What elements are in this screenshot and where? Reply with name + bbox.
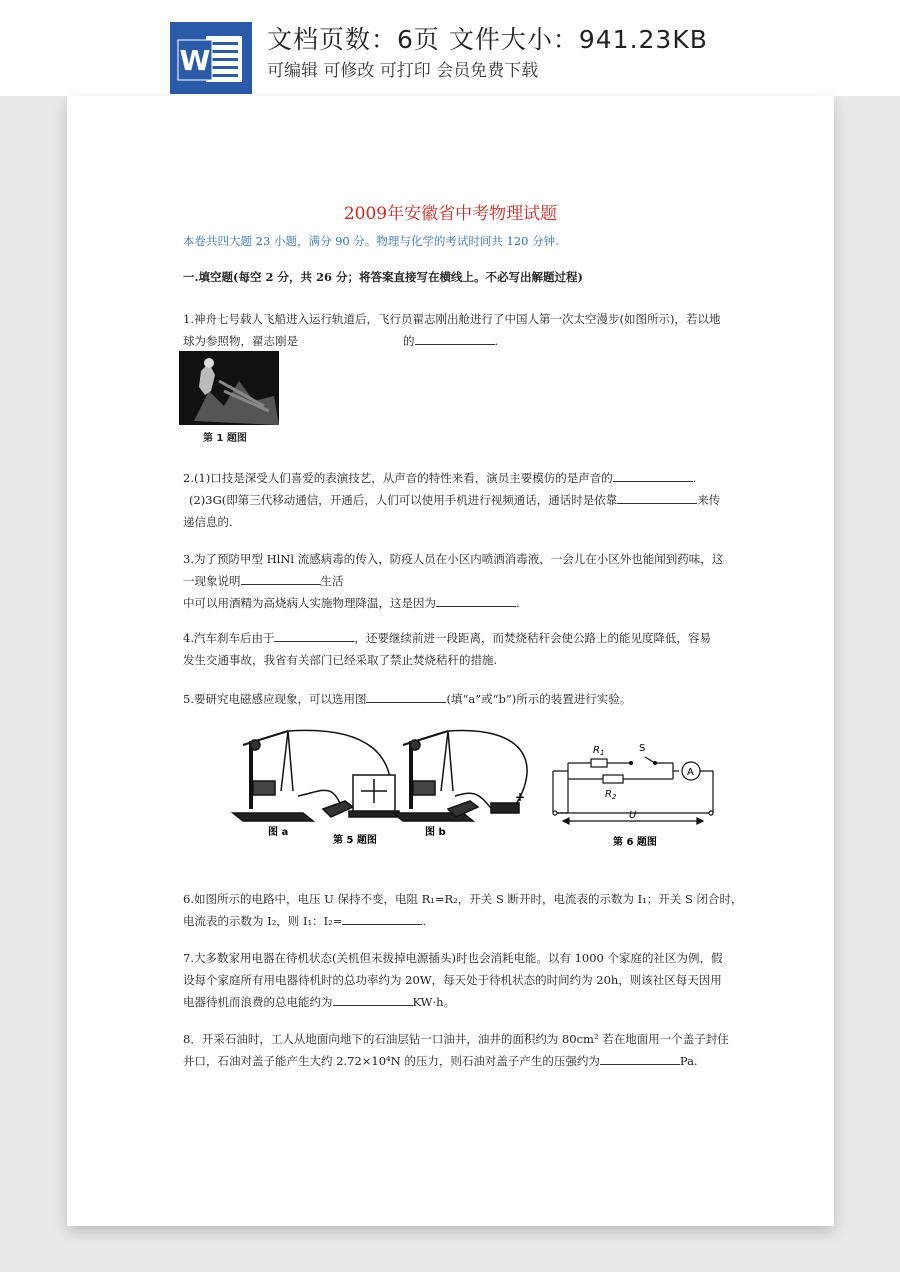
r1-label: $R_1$ — [593, 745, 605, 757]
q6-line2: 电流表的示数为 I₂，则 I₁：I₂= . — [183, 910, 783, 932]
question-4 — [183, 627, 783, 671]
q5-line1: 5.要研究电磁感应现象，可以选用图 (填“a”或“b”)所示的装置进行实验。 — [183, 688, 783, 710]
q7-answer-blank — [333, 991, 413, 1006]
exam-intro: 本卷共四大题 23 小题，满分 90 分。物理与化学的考试时间共 120 分钟. — [183, 234, 559, 248]
doc-info-title: 文档页数：6页 文件大小：941.23KB — [267, 25, 708, 54]
q6-line1: 6.如图所示的电路中，电压 U 保持不变，电阻 R₁=R₂，开关 S 断开时，电流表的示数为 I₁；开关 S 闭合时， — [183, 892, 743, 906]
question-2 — [183, 467, 783, 533]
section-heading: 一.填空题(每空 2 分，共 26 分；将答案直接写在横线上。不必写出解题过程) — [183, 270, 583, 284]
apparatus-figure-b — [393, 731, 527, 821]
q7-line1: 7.大多数家用电器在待机状态(关机但未拔掉电源插头)时也会消耗电能。以有 1000 个家庭的社区为例，假 — [183, 951, 723, 965]
q2-answer-blank-1 — [613, 467, 693, 482]
q8-line1: 8．开采石油时，工人从地面向地下的石油层钻一口油井，油井的面积约为 80cm² 若在地面用一个盖子封住 — [183, 1032, 729, 1046]
switch-label: S — [639, 743, 646, 754]
q4-line1: 4.汽车刹车后由于 ，还要继续前进一段距离，而焚烧秸秆会使公路上的能见度降低，容易 — [183, 627, 783, 649]
voltage-label: U — [629, 810, 637, 821]
q3-line1: 3.为了预防甲型 HlNl 流感病毒的传入，防疫人员在小区内喷洒消毒液，一会儿在小区外也能闻到药味，这 — [183, 552, 724, 566]
q2-answer-blank-2 — [617, 489, 697, 504]
question-3 — [183, 548, 783, 614]
q8-answer-blank — [600, 1050, 680, 1065]
q4-line2: 发生交通事故，我省有关部门已经采取了禁止焚烧秸秆的措施. — [183, 653, 498, 667]
q3-answer-blank-2 — [436, 592, 516, 607]
q8-line2: 井口，石油对盖子能产生大约 2.72×10⁴N 的压力，则石油对盖子产生的压强约为 Pa. — [183, 1050, 783, 1072]
apparatus-figure-a — [233, 730, 399, 821]
q6-figure-caption: 第 6 题图 — [613, 837, 657, 848]
q2-line2: (2)3G(即第三代移动通信，开通后，人们可以使用手机进行视频通话，通话时是依靠 来传 — [183, 489, 783, 511]
doc-info-subtitle: 可编辑 可修改 可打印 会员免费下载 — [267, 61, 539, 81]
q1-answer-blank — [415, 330, 495, 345]
q7-line3: 电器待机而浪费的总电能约为 KW·h。 — [183, 991, 783, 1013]
svg-text:W: W — [179, 44, 211, 77]
q5-answer-blank — [366, 688, 446, 703]
exam-title: 2009年安徽省中考物理试题 — [343, 204, 558, 224]
download-banner — [0, 0, 900, 96]
battery-plus-label: + — [515, 790, 526, 804]
question-5 — [183, 688, 783, 710]
question-1 — [183, 308, 783, 352]
question-8 — [183, 1028, 783, 1072]
ammeter-label: A — [687, 767, 694, 778]
q2-line3: 递信息的. — [183, 515, 233, 529]
q1-figure-caption: 第 1 题图 — [203, 433, 247, 444]
q7-line2: 设每个家庭所有用电器待机时的总功率约为 20W，每天处于待机状态的时间约为 20h，则该社区每天因用 — [183, 973, 722, 987]
figure-b-label: 图 b — [425, 827, 446, 838]
question-7 — [183, 947, 783, 1013]
q3-line3: 中可以用酒精为高烧病人实施物理降温，这是因为 . — [183, 592, 783, 614]
spacewalk-photo — [179, 351, 279, 425]
q2-line1: 2.(1)口技是深受人们喜爱的表演技艺，从声音的特性来看，演员主要模仿的是声音的 . — [183, 467, 783, 489]
document-page — [67, 96, 834, 1226]
q4-answer-blank — [274, 627, 354, 642]
r2-label: $R_2$ — [605, 789, 617, 801]
q6-answer-blank — [342, 910, 422, 925]
q3-answer-blank-1 — [241, 570, 321, 585]
q1-line1: 1.神舟七号载人飞船进入运行轨道后，飞行员翟志刚出舱进行了中国人第一次太空漫步(如图所示)，若以地 — [183, 312, 721, 326]
q3-line2: 一现象说明 生活 — [183, 570, 783, 592]
figures-5-6 — [193, 721, 793, 861]
word-document-icon — [170, 22, 252, 94]
q5-figure-caption: 第 5 题图 — [333, 835, 377, 846]
q1-line2: 球为参照物，翟志刚是 的 . — [183, 330, 783, 352]
question-6 — [183, 888, 783, 932]
figure-a-label: 图 a — [268, 827, 289, 838]
